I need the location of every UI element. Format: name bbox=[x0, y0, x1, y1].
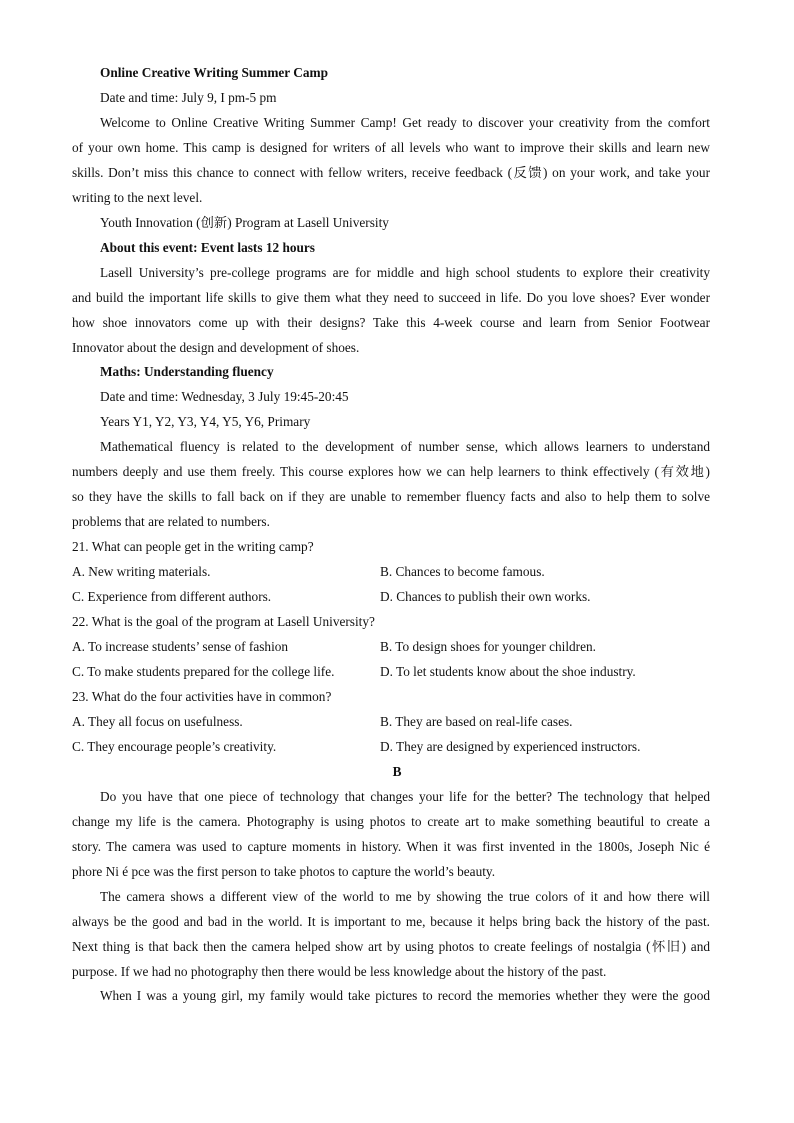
youth-title: Youth Innovation (创新) Program at Lasell University bbox=[100, 215, 389, 230]
youth-paragraph-line: how shoe innovators come up with their designs? Take this 4-week course and learn from Senior Footwear bbox=[72, 315, 710, 330]
youth-about: About this event: Event lasts 12 hours bbox=[100, 240, 315, 255]
passage-line: change my life is the camera. Photography is using photos to create art to make something beautiful to create a bbox=[72, 814, 710, 829]
question-stem: 22. What is the goal of the program at Lasell University? bbox=[72, 614, 375, 629]
passage-line: Next thing is that back then the camera helped show art by using photos to create feelings of nostalgia (怀旧) and bbox=[72, 939, 710, 954]
passage-line: phore Ni é pce was the first person to take photos to capture the world’s beauty. bbox=[72, 864, 496, 879]
youth-paragraph-line: Innovator about the design and development of shoes. bbox=[72, 340, 360, 355]
camp-paragraph-line: of your own home. This camp is designed for writers of all levels who want to improve their skills and learn new bbox=[72, 140, 710, 155]
camp-date: Date and time: July 9, I pm-5 pm bbox=[100, 90, 277, 105]
camp-paragraph-line: skills. Don’t miss this chance to connect with fellow writers, receive feedback (反馈) on your work, and take your bbox=[72, 165, 710, 180]
maths-paragraph-line: numbers deeply and use them freely. This course explores how we can help learners to think effectively (有效地) bbox=[72, 464, 710, 479]
option-a: A. They all focus on usefulness. bbox=[72, 714, 243, 729]
option-a: A. New writing materials. bbox=[72, 564, 211, 579]
passage-line: Do you have that one piece of technology that changes your life for the better? The technology that helped bbox=[100, 789, 710, 804]
youth-paragraph-line: and build the important life skills to give them what they need to succeed in life. Do you love shoes? Ever wonder bbox=[72, 290, 710, 305]
maths-paragraph-line: Mathematical fluency is related to the development of number sense, which allows learners to understand bbox=[100, 439, 710, 454]
passage-line: always be the good and bad in the world. It is important to me, because it helps bring back the history of the past. bbox=[72, 914, 710, 929]
section-heading: B bbox=[392, 764, 402, 779]
option-d: D. They are designed by experienced instructors. bbox=[380, 739, 641, 754]
option-b: B. Chances to become famous. bbox=[380, 564, 545, 579]
passage-line: story. The camera was used to capture moments in history. When it was first invented in the 1800s, Joseph Nic é bbox=[72, 839, 710, 854]
option-c: C. To make students prepared for the college life. bbox=[72, 664, 335, 679]
maths-years: Years Y1, Y2, Y3, Y4, Y5, Y6, Primary bbox=[100, 414, 311, 429]
maths-title: Maths: Understanding fluency bbox=[100, 364, 274, 379]
question-stem: 23. What do the four activities have in common? bbox=[72, 689, 332, 704]
passage-line: When I was a young girl, my family would take pictures to record the memories whether they were the good bbox=[100, 988, 710, 1003]
option-a: A. To increase students’ sense of fashion bbox=[72, 639, 289, 654]
maths-paragraph-line: problems that are related to numbers. bbox=[72, 514, 270, 529]
option-d: D. To let students know about the shoe industry. bbox=[380, 664, 636, 679]
option-b: B. They are based on real-life cases. bbox=[380, 714, 573, 729]
option-c: C. Experience from different authors. bbox=[72, 589, 272, 604]
option-b: B. To design shoes for younger children. bbox=[380, 639, 596, 654]
passage-line: purpose. If we had no photography then there would be less knowledge about the history of the past. bbox=[72, 964, 607, 979]
camp-paragraph-line: Welcome to Online Creative Writing Summer Camp! Get ready to discover your creativity from the comfort bbox=[100, 115, 710, 130]
camp-title: Online Creative Writing Summer Camp bbox=[100, 65, 329, 80]
option-c: C. They encourage people’s creativity. bbox=[72, 739, 277, 754]
youth-paragraph-line: Lasell University’s pre-college programs are for middle and high school students to explore their creativity bbox=[100, 265, 710, 280]
maths-date: Date and time: Wednesday, 3 July 19:45-20:45 bbox=[100, 389, 349, 404]
passage-line: The camera shows a different view of the world to me by showing the true colors of it and how there will bbox=[100, 889, 710, 904]
maths-paragraph-line: so they have the skills to fall back on if they are unable to remember fluency facts and also to help them to solve bbox=[72, 489, 710, 504]
option-d: D. Chances to publish their own works. bbox=[380, 589, 591, 604]
camp-paragraph-line: writing to the next level. bbox=[72, 190, 203, 205]
question-stem: 21. What can people get in the writing camp? bbox=[72, 539, 314, 554]
